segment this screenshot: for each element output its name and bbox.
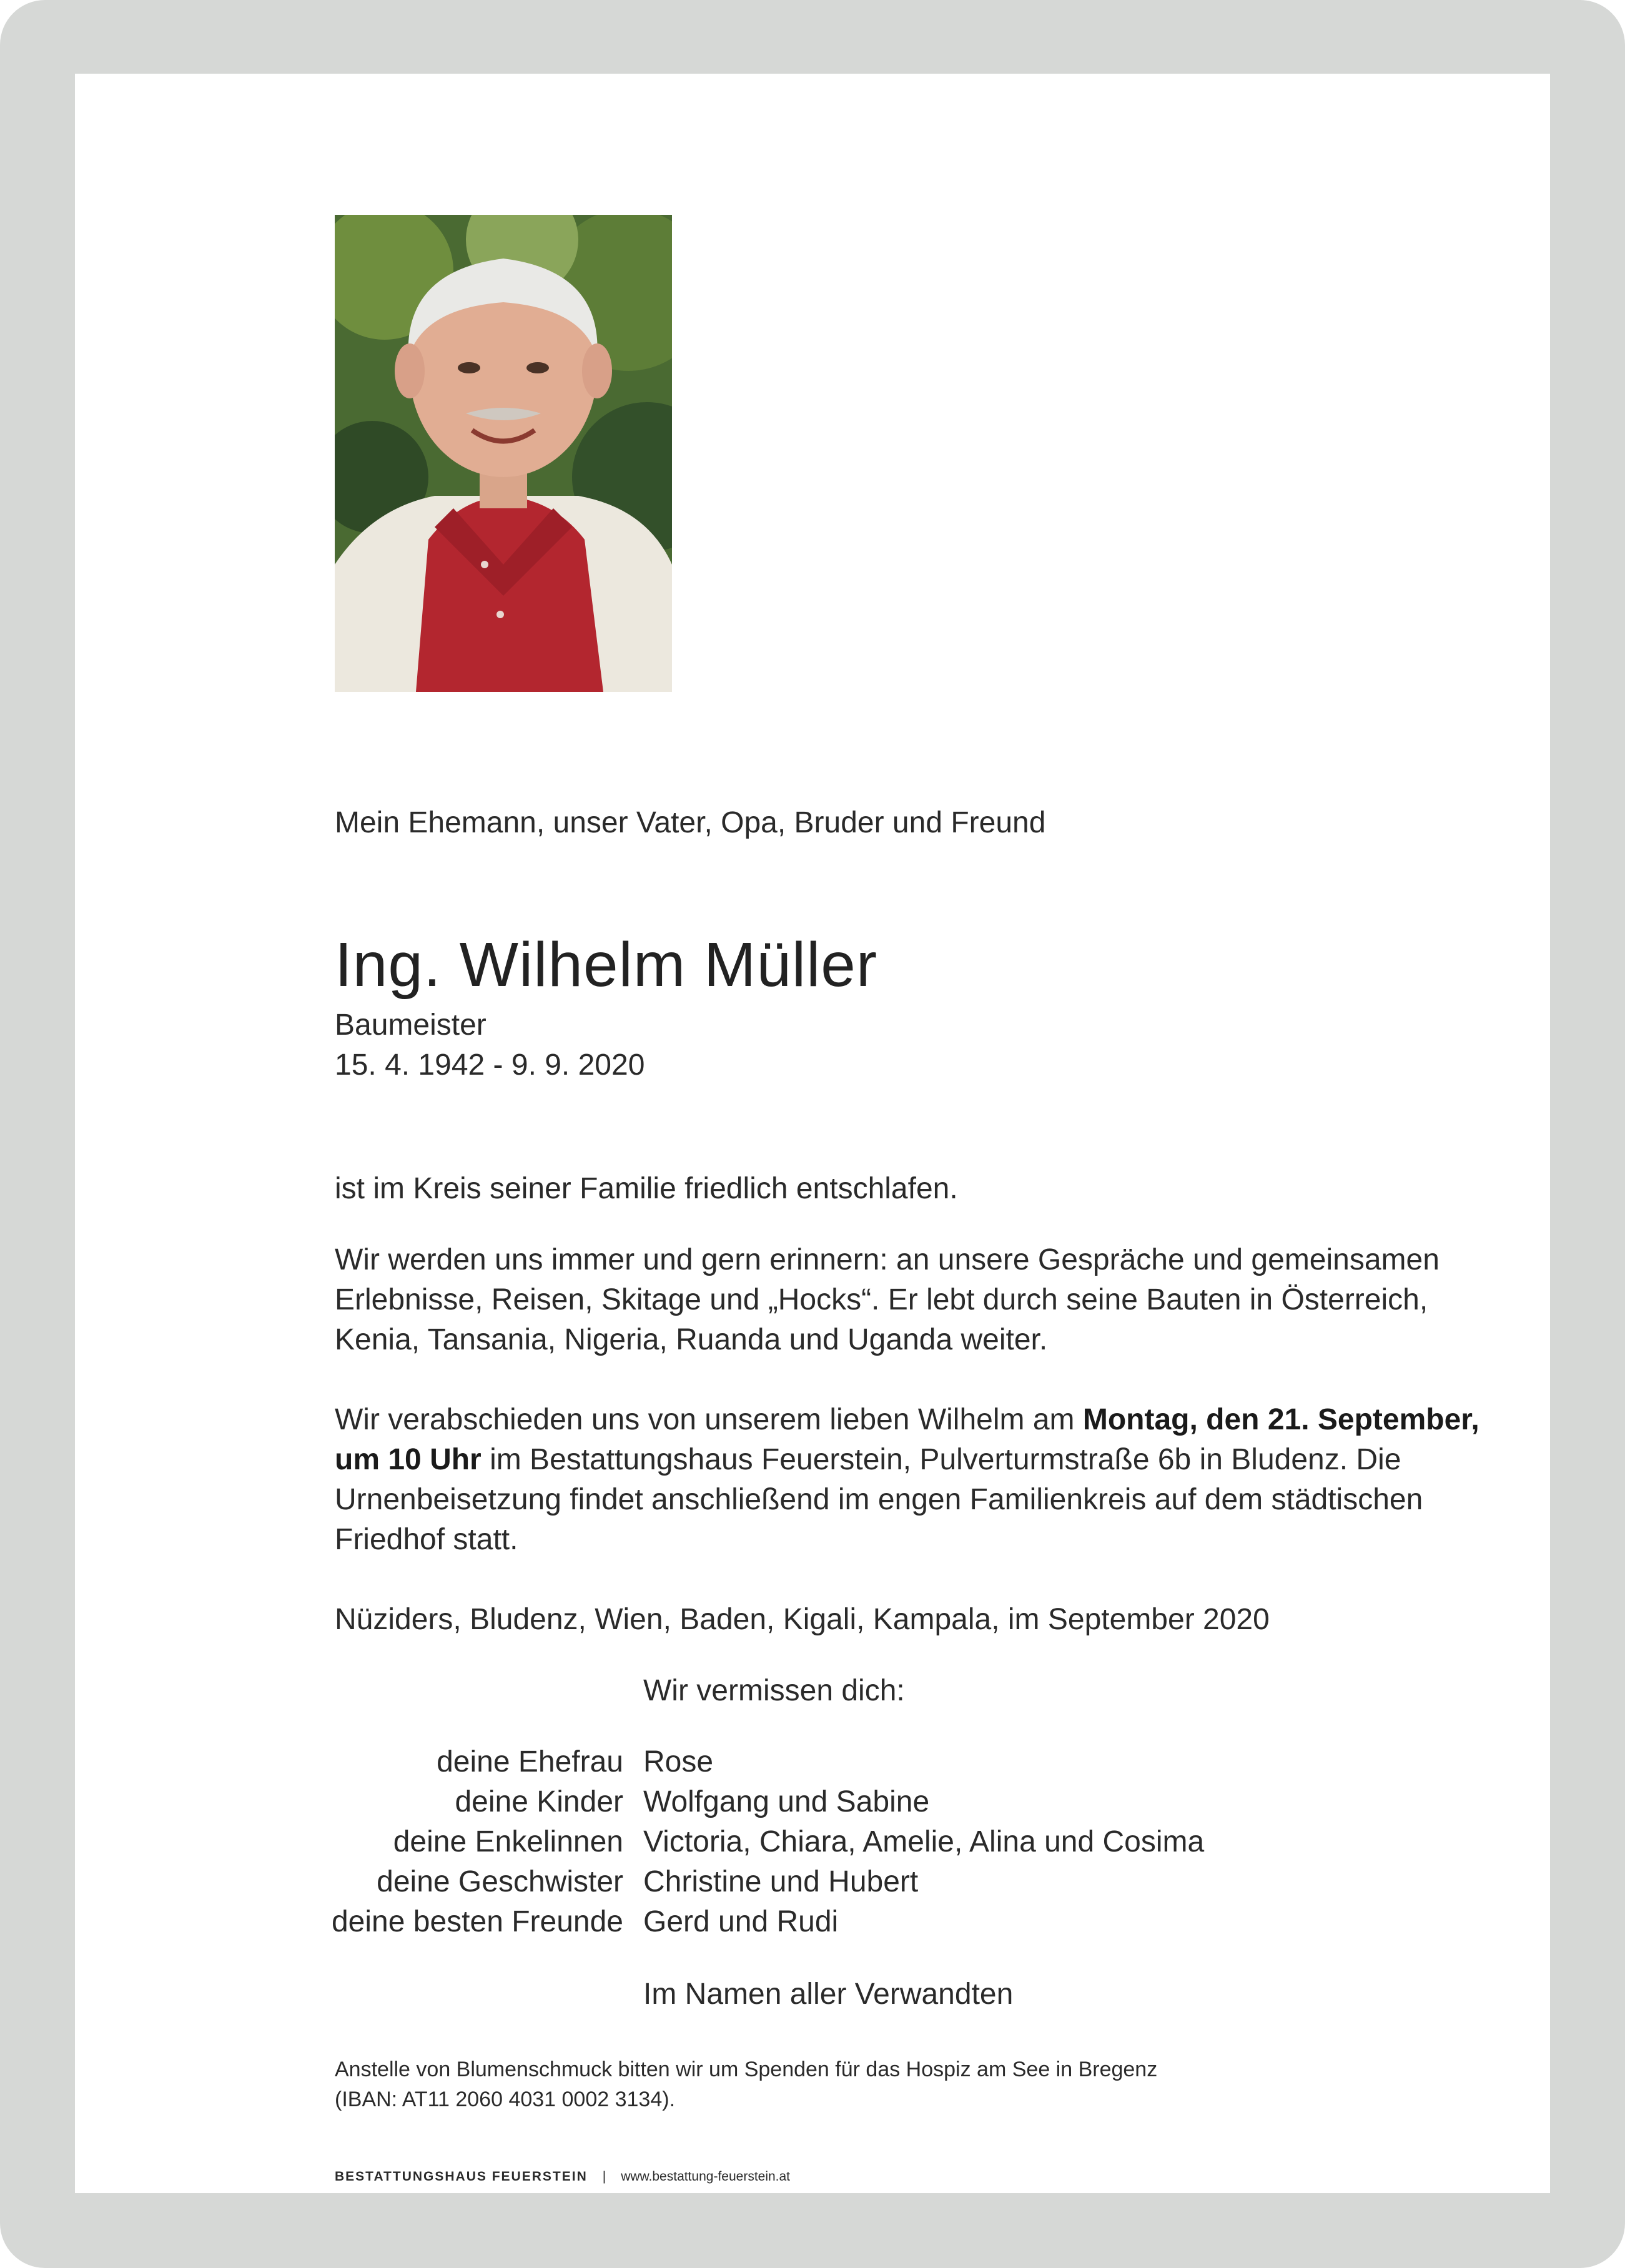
funeral-home-website: www.bestattung-feuerstein.at bbox=[621, 2169, 791, 2184]
funeral-details-paragraph bbox=[335, 1400, 1496, 1560]
deceased-profession: Baumeister bbox=[335, 1008, 487, 1042]
mourner-relation: deine besten Freunde bbox=[331, 1905, 623, 1938]
funeral-date-time: Montag, den 21. September, um 10 Uhr bbox=[335, 1403, 1479, 1476]
mourner-names: Gerd und Rudi bbox=[643, 1905, 839, 1938]
mourner-relation: deine Kinder bbox=[455, 1785, 623, 1818]
footer bbox=[335, 2169, 790, 2184]
mourner-row bbox=[0, 1905, 1625, 1945]
donation-iban: (IBAN: AT11 2060 4031 0002 3134). bbox=[335, 2088, 676, 2111]
intro-line: Mein Ehemann, unser Vater, Opa, Bruder und Freund bbox=[335, 806, 1046, 839]
portrait-photo bbox=[335, 215, 672, 692]
mourners-heading: Wir vermissen dich: bbox=[643, 1674, 905, 1707]
donation-note-line: Anstelle von Blumenschmuck bitten wir um Spenden für das Hospiz am See in Bregenz bbox=[335, 2058, 1158, 2081]
memories-paragraph: Wir werden uns immer und gern erinnern: an unsere Gespräche und gemeinsamen Erlebnisse, Reisen, Skitage und „Hocks“. Er lebt durch seine Bauten in Österreich, Kenia, Tansania, Nigeria, Ruanda und Uganda weiter. bbox=[335, 1243, 1440, 1356]
mourner-names: Christine und Hubert bbox=[643, 1865, 919, 1898]
mourner-relation: deine Enkelinnen bbox=[393, 1825, 623, 1858]
donation-note bbox=[335, 2054, 1157, 2114]
family-signoff: Im Namen aller Verwandten bbox=[643, 1978, 1014, 2011]
mourner-names: Victoria, Chiara, Amelie, Alina und Cosima bbox=[643, 1825, 1205, 1858]
mourner-relation: deine Ehefrau bbox=[437, 1745, 623, 1778]
funeral-text-start: Wir verabschieden uns von unserem lieben Wilhelm am bbox=[335, 1403, 1083, 1436]
mourner-names: Rose bbox=[643, 1745, 714, 1778]
mourner-row bbox=[0, 1745, 1625, 1785]
places-and-date: Nüziders, Bludenz, Wien, Baden, Kigali, Kampala, im September 2020 bbox=[335, 1603, 1270, 1636]
portrait-illustration bbox=[335, 215, 672, 692]
funeral-home-name: BESTATTUNGSHAUS FEUERSTEIN bbox=[335, 2169, 588, 2184]
mourner-row bbox=[0, 1785, 1625, 1825]
mourner-relation: deine Geschwister bbox=[377, 1865, 623, 1898]
funeral-text-end: im Bestattungshaus Feuerstein, Pulverturmstraße 6b in Bludenz. Die Urnenbeisetzung findet anschließend im engen Familienkreis auf dem städtischen Friedhof statt. bbox=[335, 1443, 1423, 1556]
mourner-row bbox=[0, 1865, 1625, 1905]
mourner-row bbox=[0, 1825, 1625, 1865]
passing-statement: ist im Kreis seiner Familie friedlich entschlafen. bbox=[335, 1172, 958, 1205]
footer-separator: | bbox=[602, 2169, 606, 2184]
mourner-names: Wolfgang und Sabine bbox=[643, 1785, 930, 1818]
life-dates: 15. 4. 1942 - 9. 9. 2020 bbox=[335, 1048, 645, 1082]
deceased-name: Ing. Wilhelm Müller bbox=[335, 930, 878, 1000]
